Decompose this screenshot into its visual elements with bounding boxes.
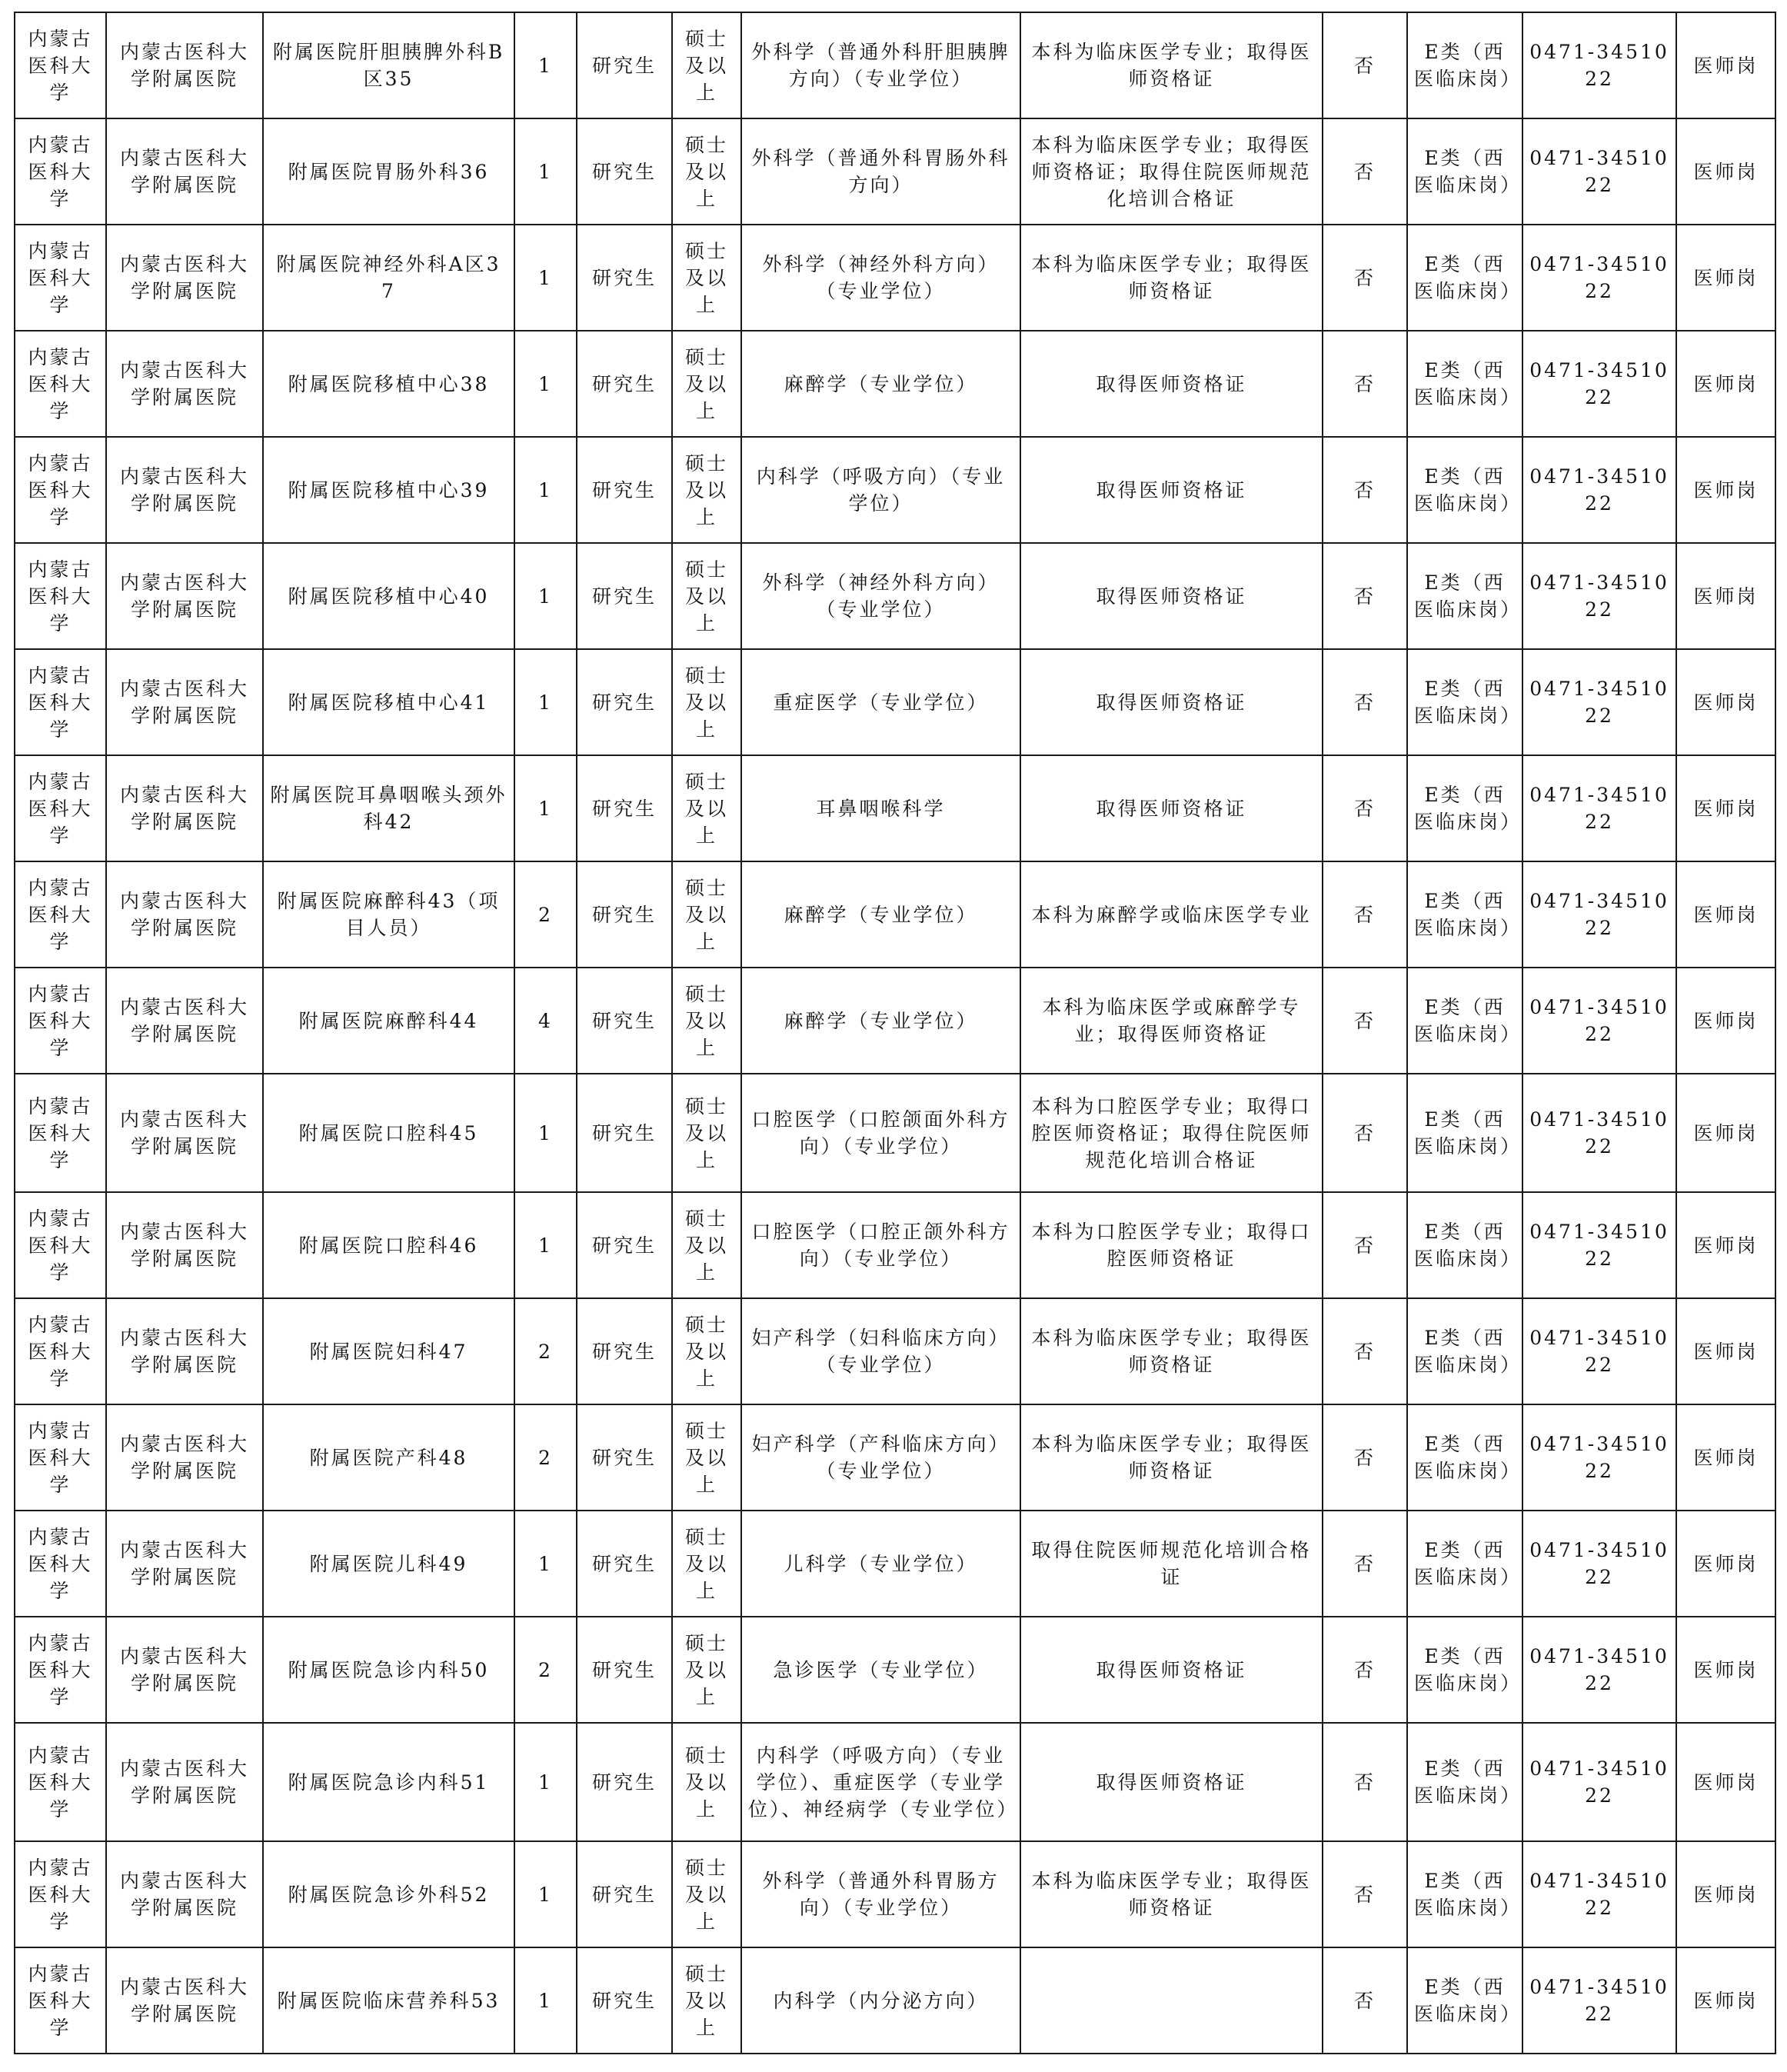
major-cell: 外科学（神经外科方向）（专业学位） [741,225,1020,331]
post-type-cell: 医师岗 [1676,1511,1775,1617]
education-cell: 研究生 [577,755,672,861]
table-row [15,118,1775,225]
limited-cell: 否 [1323,861,1407,968]
position-cell: 附属医院移植中心38 [263,331,514,437]
position-cell: 附属医院产科48 [263,1404,514,1511]
table-row [15,1074,1775,1192]
post-type-cell: 医师岗 [1676,225,1775,331]
school-cell: 内蒙古医科大学 [15,1723,106,1841]
requirements-cell: 本科为麻醉学或临床医学专业 [1020,861,1323,968]
education-cell: 研究生 [577,437,672,543]
degree-cell: 硕士及以上 [672,118,741,225]
unit-cell: 内蒙古医科大学附属医院 [106,755,263,861]
requirements-cell: 本科为临床医学或麻醉学专业；取得医师资格证 [1020,968,1323,1074]
major-cell: 口腔医学（口腔颌面外科方向）（专业学位） [741,1074,1020,1192]
limited-cell: 否 [1323,1617,1407,1723]
position-cell: 附属医院神经外科A区37 [263,225,514,331]
phone-cell: 0471-3451022 [1522,1947,1676,2054]
phone-cell: 0471-3451022 [1522,1617,1676,1723]
phone-cell: 0471-3451022 [1522,1074,1676,1192]
post-type-cell: 医师岗 [1676,543,1775,649]
major-cell: 重症医学（专业学位） [741,649,1020,755]
post-type-cell: 医师岗 [1676,1404,1775,1511]
requirements-cell: 取得医师资格证 [1020,1617,1323,1723]
category-cell: E类（西医临床岗） [1407,861,1522,968]
limited-cell: 否 [1323,1841,1407,1947]
school-cell: 内蒙古医科大学 [15,331,106,437]
headcount-cell: 1 [514,755,577,861]
unit-cell: 内蒙古医科大学附属医院 [106,12,263,118]
school-cell: 内蒙古医科大学 [15,543,106,649]
degree-cell: 硕士及以上 [672,1192,741,1298]
post-type-cell: 医师岗 [1676,1617,1775,1723]
limited-cell: 否 [1323,1404,1407,1511]
phone-cell: 0471-3451022 [1522,1723,1676,1841]
position-cell: 附属医院耳鼻咽喉头颈外科42 [263,755,514,861]
table-row [15,331,1775,437]
category-cell: E类（西医临床岗） [1407,649,1522,755]
school-cell: 内蒙古医科大学 [15,1617,106,1723]
position-cell: 附属医院口腔科46 [263,1192,514,1298]
headcount-cell: 2 [514,861,577,968]
headcount-cell: 1 [514,649,577,755]
table-row [15,968,1775,1074]
education-cell: 研究生 [577,968,672,1074]
requirements-cell: 本科为临床医学专业；取得医师资格证 [1020,12,1323,118]
education-cell: 研究生 [577,1404,672,1511]
school-cell: 内蒙古医科大学 [15,649,106,755]
post-type-cell: 医师岗 [1676,1192,1775,1298]
category-cell: E类（西医临床岗） [1407,543,1522,649]
position-cell: 附属医院儿科49 [263,1511,514,1617]
major-cell: 妇产科学（产科临床方向）（专业学位） [741,1404,1020,1511]
school-cell: 内蒙古医科大学 [15,861,106,968]
education-cell: 研究生 [577,1617,672,1723]
major-cell: 外科学（普通外科肝胆胰脾方向）（专业学位） [741,12,1020,118]
limited-cell: 否 [1323,118,1407,225]
major-cell: 急诊医学（专业学位） [741,1617,1020,1723]
degree-cell: 硕士及以上 [672,649,741,755]
limited-cell: 否 [1323,12,1407,118]
position-cell: 附属医院移植中心39 [263,437,514,543]
position-cell: 附属医院口腔科45 [263,1074,514,1192]
limited-cell: 否 [1323,1192,1407,1298]
headcount-cell: 2 [514,1404,577,1511]
degree-cell: 硕士及以上 [672,1511,741,1617]
limited-cell: 否 [1323,755,1407,861]
major-cell: 内科学（呼吸方向）（专业学位） [741,437,1020,543]
limited-cell: 否 [1323,437,1407,543]
phone-cell: 0471-3451022 [1522,649,1676,755]
education-cell: 研究生 [577,225,672,331]
position-cell: 附属医院移植中心41 [263,649,514,755]
headcount-cell: 2 [514,1298,577,1404]
position-cell: 附属医院麻醉科43（项目人员） [263,861,514,968]
table-row [15,1404,1775,1511]
position-cell: 附属医院急诊内科50 [263,1617,514,1723]
headcount-cell: 1 [514,1074,577,1192]
category-cell: E类（西医临床岗） [1407,118,1522,225]
table-row [15,1841,1775,1947]
limited-cell: 否 [1323,331,1407,437]
post-type-cell: 医师岗 [1676,755,1775,861]
table-row [15,649,1775,755]
table-row [15,1723,1775,1841]
table-row [15,1298,1775,1404]
post-type-cell: 医师岗 [1676,861,1775,968]
post-type-cell: 医师岗 [1676,331,1775,437]
category-cell: E类（西医临床岗） [1407,755,1522,861]
school-cell: 内蒙古医科大学 [15,968,106,1074]
position-cell: 附属医院胃肠外科36 [263,118,514,225]
table-row [15,12,1775,118]
category-cell: E类（西医临床岗） [1407,1841,1522,1947]
unit-cell: 内蒙古医科大学附属医院 [106,1723,263,1841]
category-cell: E类（西医临床岗） [1407,1404,1522,1511]
degree-cell: 硕士及以上 [672,543,741,649]
requirements-cell: 取得医师资格证 [1020,437,1323,543]
post-type-cell: 医师岗 [1676,1298,1775,1404]
phone-cell: 0471-3451022 [1522,861,1676,968]
unit-cell: 内蒙古医科大学附属医院 [106,1617,263,1723]
unit-cell: 内蒙古医科大学附属医院 [106,1511,263,1617]
school-cell: 内蒙古医科大学 [15,1947,106,2054]
category-cell: E类（西医临床岗） [1407,1947,1522,2054]
limited-cell: 否 [1323,1723,1407,1841]
recruitment-table [14,12,1776,2054]
requirements-cell: 取得医师资格证 [1020,543,1323,649]
major-cell: 妇产科学（妇科临床方向）（专业学位） [741,1298,1020,1404]
education-cell: 研究生 [577,1298,672,1404]
unit-cell: 内蒙古医科大学附属医院 [106,1192,263,1298]
category-cell: E类（西医临床岗） [1407,12,1522,118]
headcount-cell: 1 [514,1841,577,1947]
position-cell: 附属医院临床营养科53 [263,1947,514,2054]
requirements-cell: 取得医师资格证 [1020,1723,1323,1841]
education-cell: 研究生 [577,118,672,225]
requirements-cell: 本科为临床医学专业；取得医师资格证 [1020,225,1323,331]
post-type-cell: 医师岗 [1676,649,1775,755]
education-cell: 研究生 [577,1723,672,1841]
limited-cell: 否 [1323,968,1407,1074]
degree-cell: 硕士及以上 [672,861,741,968]
major-cell: 麻醉学（专业学位） [741,861,1020,968]
school-cell: 内蒙古医科大学 [15,1074,106,1192]
limited-cell: 否 [1323,1298,1407,1404]
headcount-cell: 1 [514,331,577,437]
post-type-cell: 医师岗 [1676,1947,1775,2054]
requirements-cell: 本科为临床医学专业；取得医师资格证；取得住院医师规范化培训合格证 [1020,118,1323,225]
unit-cell: 内蒙古医科大学附属医院 [106,861,263,968]
limited-cell: 否 [1323,1074,1407,1192]
education-cell: 研究生 [577,1192,672,1298]
phone-cell: 0471-3451022 [1522,1841,1676,1947]
table-row [15,543,1775,649]
unit-cell: 内蒙古医科大学附属医院 [106,225,263,331]
requirements-cell: 取得医师资格证 [1020,755,1323,861]
limited-cell: 否 [1323,543,1407,649]
degree-cell: 硕士及以上 [672,1841,741,1947]
post-type-cell: 医师岗 [1676,1723,1775,1841]
degree-cell: 硕士及以上 [672,437,741,543]
category-cell: E类（西医临床岗） [1407,968,1522,1074]
school-cell: 内蒙古医科大学 [15,1192,106,1298]
requirements-cell: 取得医师资格证 [1020,331,1323,437]
headcount-cell: 1 [514,118,577,225]
school-cell: 内蒙古医科大学 [15,1404,106,1511]
education-cell: 研究生 [577,543,672,649]
category-cell: E类（西医临床岗） [1407,1298,1522,1404]
phone-cell: 0471-3451022 [1522,1404,1676,1511]
table-row [15,1511,1775,1617]
unit-cell: 内蒙古医科大学附属医院 [106,437,263,543]
requirements-cell: 本科为临床医学专业；取得医师资格证 [1020,1404,1323,1511]
major-cell: 口腔医学（口腔正颌外科方向）（专业学位） [741,1192,1020,1298]
table-row [15,225,1775,331]
degree-cell: 硕士及以上 [672,225,741,331]
unit-cell: 内蒙古医科大学附属医院 [106,331,263,437]
education-cell: 研究生 [577,331,672,437]
degree-cell: 硕士及以上 [672,755,741,861]
position-cell: 附属医院麻醉科44 [263,968,514,1074]
major-cell: 外科学（普通外科胃肠外科方向） [741,118,1020,225]
post-type-cell: 医师岗 [1676,12,1775,118]
phone-cell: 0471-3451022 [1522,968,1676,1074]
school-cell: 内蒙古医科大学 [15,437,106,543]
degree-cell: 硕士及以上 [672,968,741,1074]
school-cell: 内蒙古医科大学 [15,1298,106,1404]
major-cell: 内科学（内分泌方向） [741,1947,1020,2054]
phone-cell: 0471-3451022 [1522,12,1676,118]
headcount-cell: 2 [514,1617,577,1723]
school-cell: 内蒙古医科大学 [15,755,106,861]
requirements-cell: 本科为口腔医学专业；取得口腔医师资格证 [1020,1192,1323,1298]
major-cell: 麻醉学（专业学位） [741,968,1020,1074]
phone-cell: 0471-3451022 [1522,543,1676,649]
category-cell: E类（西医临床岗） [1407,1617,1522,1723]
degree-cell: 硕士及以上 [672,331,741,437]
requirements-cell: 本科为临床医学专业；取得医师资格证 [1020,1298,1323,1404]
table-row [15,861,1775,968]
major-cell: 内科学（呼吸方向）（专业学位）、重症医学（专业学位）、神经病学（专业学位） [741,1723,1020,1841]
major-cell: 麻醉学（专业学位） [741,331,1020,437]
education-cell: 研究生 [577,1947,672,2054]
school-cell: 内蒙古医科大学 [15,1841,106,1947]
phone-cell: 0471-3451022 [1522,437,1676,543]
education-cell: 研究生 [577,861,672,968]
category-cell: E类（西医临床岗） [1407,437,1522,543]
table-body [15,12,1775,2054]
headcount-cell: 1 [514,1723,577,1841]
position-cell: 附属医院妇科47 [263,1298,514,1404]
category-cell: E类（西医临床岗） [1407,1723,1522,1841]
post-type-cell: 医师岗 [1676,1074,1775,1192]
degree-cell: 硕士及以上 [672,12,741,118]
degree-cell: 硕士及以上 [672,1947,741,2054]
category-cell: E类（西医临床岗） [1407,225,1522,331]
headcount-cell: 1 [514,1947,577,2054]
school-cell: 内蒙古医科大学 [15,118,106,225]
table-row [15,437,1775,543]
table-row [15,1192,1775,1298]
category-cell: E类（西医临床岗） [1407,331,1522,437]
education-cell: 研究生 [577,1074,672,1192]
headcount-cell: 1 [514,437,577,543]
unit-cell: 内蒙古医科大学附属医院 [106,1298,263,1404]
limited-cell: 否 [1323,225,1407,331]
post-type-cell: 医师岗 [1676,118,1775,225]
headcount-cell: 1 [514,543,577,649]
unit-cell: 内蒙古医科大学附属医院 [106,649,263,755]
limited-cell: 否 [1323,1947,1407,2054]
category-cell: E类（西医临床岗） [1407,1511,1522,1617]
school-cell: 内蒙古医科大学 [15,225,106,331]
headcount-cell: 1 [514,12,577,118]
degree-cell: 硕士及以上 [672,1074,741,1192]
requirements-cell: 本科为口腔医学专业；取得口腔医师资格证；取得住院医师规范化培训合格证 [1020,1074,1323,1192]
school-cell: 内蒙古医科大学 [15,12,106,118]
phone-cell: 0471-3451022 [1522,225,1676,331]
major-cell: 耳鼻咽喉科学 [741,755,1020,861]
requirements-cell: 取得住院医师规范化培训合格证 [1020,1511,1323,1617]
post-type-cell: 医师岗 [1676,1841,1775,1947]
position-cell: 附属医院急诊外科52 [263,1841,514,1947]
unit-cell: 内蒙古医科大学附属医院 [106,968,263,1074]
degree-cell: 硕士及以上 [672,1404,741,1511]
education-cell: 研究生 [577,1511,672,1617]
position-cell: 附属医院移植中心40 [263,543,514,649]
phone-cell: 0471-3451022 [1522,1192,1676,1298]
phone-cell: 0471-3451022 [1522,1298,1676,1404]
phone-cell: 0471-3451022 [1522,331,1676,437]
table-row [15,1617,1775,1723]
degree-cell: 硕士及以上 [672,1298,741,1404]
unit-cell: 内蒙古医科大学附属医院 [106,1947,263,2054]
headcount-cell: 1 [514,1192,577,1298]
phone-cell: 0471-3451022 [1522,118,1676,225]
unit-cell: 内蒙古医科大学附属医院 [106,543,263,649]
position-cell: 附属医院急诊内科51 [263,1723,514,1841]
major-cell: 儿科学（专业学位） [741,1511,1020,1617]
education-cell: 研究生 [577,12,672,118]
table-row [15,1947,1775,2054]
category-cell: E类（西医临床岗） [1407,1192,1522,1298]
degree-cell: 硕士及以上 [672,1723,741,1841]
unit-cell: 内蒙古医科大学附属医院 [106,118,263,225]
requirements-cell: 本科为临床医学专业；取得医师资格证 [1020,1841,1323,1947]
unit-cell: 内蒙古医科大学附属医院 [106,1074,263,1192]
unit-cell: 内蒙古医科大学附属医院 [106,1841,263,1947]
school-cell: 内蒙古医科大学 [15,1511,106,1617]
limited-cell: 否 [1323,1511,1407,1617]
requirements-cell [1020,1947,1323,2054]
unit-cell: 内蒙古医科大学附属医院 [106,1404,263,1511]
degree-cell: 硕士及以上 [672,1617,741,1723]
limited-cell: 否 [1323,649,1407,755]
category-cell: E类（西医临床岗） [1407,1074,1522,1192]
headcount-cell: 4 [514,968,577,1074]
post-type-cell: 医师岗 [1676,437,1775,543]
phone-cell: 0471-3451022 [1522,755,1676,861]
headcount-cell: 1 [514,225,577,331]
post-type-cell: 医师岗 [1676,968,1775,1074]
requirements-cell: 取得医师资格证 [1020,649,1323,755]
major-cell: 外科学（神经外科方向）（专业学位） [741,543,1020,649]
education-cell: 研究生 [577,649,672,755]
phone-cell: 0471-3451022 [1522,1511,1676,1617]
major-cell: 外科学（普通外科胃肠方向）（专业学位） [741,1841,1020,1947]
headcount-cell: 1 [514,1511,577,1617]
education-cell: 研究生 [577,1841,672,1947]
position-cell: 附属医院肝胆胰脾外科B区35 [263,12,514,118]
table-row [15,755,1775,861]
